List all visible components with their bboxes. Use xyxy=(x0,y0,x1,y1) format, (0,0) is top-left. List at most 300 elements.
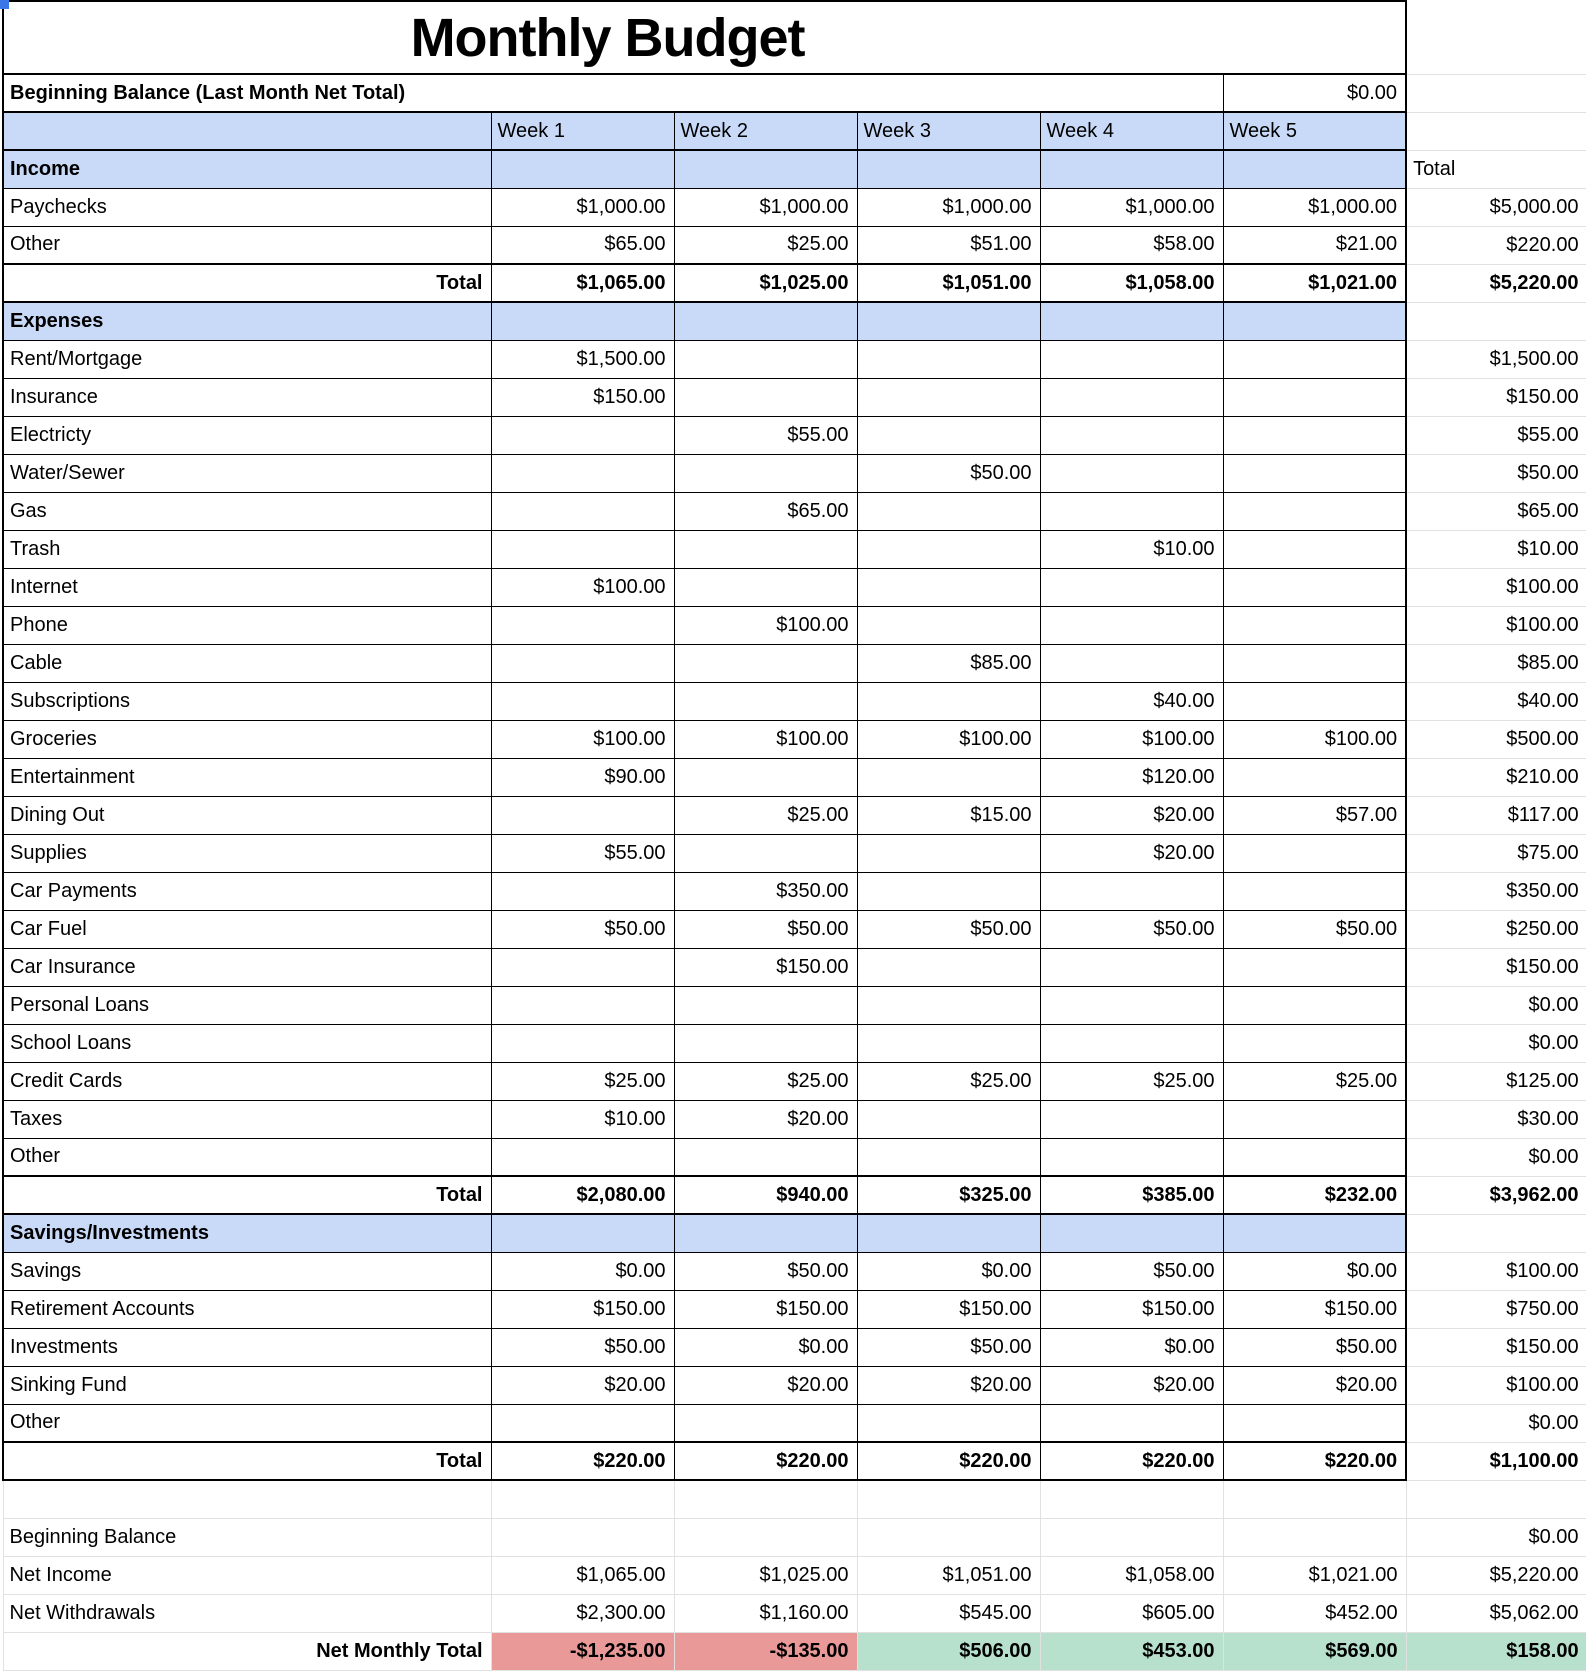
cell-week2[interactable]: $100.00 xyxy=(674,606,857,644)
cell[interactable] xyxy=(674,1480,857,1518)
cell-week1[interactable]: $50.00 xyxy=(491,1328,674,1366)
cell-week5[interactable]: $150.00 xyxy=(1223,1290,1406,1328)
cell[interactable] xyxy=(1223,1480,1406,1518)
cell-week2[interactable]: $1,160.00 xyxy=(674,1594,857,1632)
cell[interactable] xyxy=(674,150,857,188)
row-car-fuel xyxy=(3,910,1586,948)
cell-total[interactable]: $5,062.00 xyxy=(1406,1594,1586,1632)
cell-week2[interactable] xyxy=(674,986,857,1024)
total-row-label[interactable]: Total xyxy=(3,1442,491,1480)
cell-week3[interactable] xyxy=(857,530,1040,568)
cell-week2[interactable]: $65.00 xyxy=(674,492,857,530)
cell-week5[interactable] xyxy=(1223,492,1406,530)
cell[interactable] xyxy=(491,150,674,188)
summary-row-net-income xyxy=(3,1556,1586,1594)
cell-week3[interactable]: $150.00 xyxy=(857,1290,1040,1328)
cell-week4[interactable] xyxy=(1040,1404,1223,1442)
cell-total[interactable]: $750.00 xyxy=(1406,1290,1586,1328)
row-label-other[interactable]: Other xyxy=(3,226,491,264)
cell-week3[interactable]: $220.00 xyxy=(857,1442,1040,1480)
cell-week1[interactable]: $25.00 xyxy=(491,1062,674,1100)
cell[interactable] xyxy=(1040,1214,1223,1252)
cell-week2[interactable]: $350.00 xyxy=(674,872,857,910)
cell-week1[interactable] xyxy=(491,1138,674,1176)
cell-week1[interactable] xyxy=(491,416,674,454)
cell-week2[interactable]: $25.00 xyxy=(674,796,857,834)
cell-week5[interactable]: $452.00 xyxy=(1223,1594,1406,1632)
cell-week1[interactable] xyxy=(491,986,674,1024)
cell[interactable] xyxy=(857,150,1040,188)
cell-week3[interactable]: $51.00 xyxy=(857,226,1040,264)
cell-week4[interactable]: $605.00 xyxy=(1040,1594,1223,1632)
cell-week5[interactable]: $100.00 xyxy=(1223,720,1406,758)
net-monthly-total-label[interactable]: Net Monthly Total xyxy=(3,1632,491,1670)
week-3-header[interactable]: Week 3 xyxy=(857,112,1040,150)
cell-week5[interactable] xyxy=(1223,872,1406,910)
cell-week1[interactable]: $0.00 xyxy=(491,1252,674,1290)
section-title-expenses[interactable]: Expenses xyxy=(3,302,491,340)
cell-week1[interactable] xyxy=(491,454,674,492)
cell-total[interactable]: $65.00 xyxy=(1406,492,1586,530)
cell-week4[interactable] xyxy=(1040,416,1223,454)
cell-week2[interactable] xyxy=(674,682,857,720)
summary-label-net-income[interactable]: Net Income xyxy=(3,1556,491,1594)
week-1-header[interactable]: Week 1 xyxy=(491,112,674,150)
cell-week5[interactable] xyxy=(1223,758,1406,796)
cell-week2[interactable]: $1,025.00 xyxy=(674,264,857,302)
cell[interactable] xyxy=(1406,112,1586,150)
cell-week2[interactable]: $940.00 xyxy=(674,1176,857,1214)
cell-week1[interactable]: $1,000.00 xyxy=(491,188,674,226)
cell-week5[interactable]: $50.00 xyxy=(1223,910,1406,948)
cell-week1[interactable] xyxy=(491,492,674,530)
cell-total[interactable]: $10.00 xyxy=(1406,530,1586,568)
cell-week4[interactable]: $120.00 xyxy=(1040,758,1223,796)
week-4-header[interactable]: Week 4 xyxy=(1040,112,1223,150)
cell-week2[interactable]: $220.00 xyxy=(674,1442,857,1480)
total-row-income xyxy=(3,264,1586,302)
cell-week4[interactable]: $25.00 xyxy=(1040,1062,1223,1100)
cell-week5[interactable] xyxy=(1223,1404,1406,1442)
cell-week3[interactable] xyxy=(857,682,1040,720)
section-title-income[interactable]: Income xyxy=(3,150,491,188)
cell-week3[interactable] xyxy=(857,1518,1040,1556)
cell-week5[interactable]: $21.00 xyxy=(1223,226,1406,264)
section-title-savings-investments[interactable]: Savings/Investments xyxy=(3,1214,491,1252)
row-label-personal-loans[interactable]: Personal Loans xyxy=(3,986,491,1024)
row-label-other[interactable]: Other xyxy=(3,1138,491,1176)
cell-week3[interactable] xyxy=(857,948,1040,986)
row-label-internet[interactable]: Internet xyxy=(3,568,491,606)
cell-week5[interactable]: $57.00 xyxy=(1223,796,1406,834)
cell-week5[interactable] xyxy=(1223,1100,1406,1138)
cell-week2[interactable] xyxy=(674,644,857,682)
cell[interactable] xyxy=(1040,1480,1223,1518)
cell[interactable] xyxy=(1406,302,1586,340)
cell-total[interactable]: $5,220.00 xyxy=(1406,264,1586,302)
cell-week4[interactable]: $40.00 xyxy=(1040,682,1223,720)
row-label-sinking-fund[interactable]: Sinking Fund xyxy=(3,1366,491,1404)
cell[interactable] xyxy=(857,302,1040,340)
summary-label-beginning-balance[interactable]: Beginning Balance xyxy=(3,1518,491,1556)
cell-week5[interactable]: $50.00 xyxy=(1223,1328,1406,1366)
cell-total[interactable]: $30.00 xyxy=(1406,1100,1586,1138)
cell-total[interactable]: $75.00 xyxy=(1406,834,1586,872)
cell-week4[interactable]: $100.00 xyxy=(1040,720,1223,758)
cell-week1[interactable]: $220.00 xyxy=(491,1442,674,1480)
blank-row xyxy=(3,1480,1586,1518)
cell-week5[interactable] xyxy=(1223,834,1406,872)
cell-week1[interactable]: $100.00 xyxy=(491,568,674,606)
cell-week4[interactable] xyxy=(1040,948,1223,986)
cell-week1[interactable]: $1,065.00 xyxy=(491,1556,674,1594)
cell-total[interactable]: $0.00 xyxy=(1406,1024,1586,1062)
cell-week1[interactable] xyxy=(491,1404,674,1442)
cell-week5[interactable] xyxy=(1223,378,1406,416)
cell-week5[interactable] xyxy=(1223,682,1406,720)
cell-week2[interactable] xyxy=(674,1518,857,1556)
cell-week3[interactable] xyxy=(857,416,1040,454)
cell-week2[interactable]: $150.00 xyxy=(674,1290,857,1328)
cell-week4[interactable] xyxy=(1040,872,1223,910)
cell-week3[interactable]: $85.00 xyxy=(857,644,1040,682)
week-header-blank-cell[interactable] xyxy=(3,112,491,150)
cell-week2[interactable] xyxy=(674,1024,857,1062)
cell-week4[interactable]: $50.00 xyxy=(1040,910,1223,948)
cell-week3[interactable]: $50.00 xyxy=(857,454,1040,492)
cell[interactable] xyxy=(1406,1214,1586,1252)
cell-week3[interactable] xyxy=(857,606,1040,644)
total-row-label[interactable]: Total xyxy=(3,264,491,302)
cell-week4[interactable]: $58.00 xyxy=(1040,226,1223,264)
row-label-car-fuel[interactable]: Car Fuel xyxy=(3,910,491,948)
cell-week3[interactable]: $50.00 xyxy=(857,910,1040,948)
cell-week4[interactable] xyxy=(1040,986,1223,1024)
cell[interactable] xyxy=(491,1214,674,1252)
cell-week5[interactable] xyxy=(1223,948,1406,986)
cell-total[interactable]: $5,220.00 xyxy=(1406,1556,1586,1594)
row-car-insurance xyxy=(3,948,1586,986)
row-label-cable[interactable]: Cable xyxy=(3,644,491,682)
title-row xyxy=(3,1,1586,74)
beginning-balance-label[interactable]: Beginning Balance (Last Month Net Total) xyxy=(3,74,1223,112)
cell-week2[interactable] xyxy=(674,454,857,492)
cell-week3[interactable]: $1,051.00 xyxy=(857,264,1040,302)
cell-week5[interactable]: $25.00 xyxy=(1223,1062,1406,1100)
cell-week3[interactable] xyxy=(857,492,1040,530)
total-row-label[interactable]: Total xyxy=(3,1176,491,1214)
cell-week5[interactable] xyxy=(1223,1024,1406,1062)
cell-week3[interactable] xyxy=(857,1138,1040,1176)
cell-total[interactable]: $117.00 xyxy=(1406,796,1586,834)
cell-week2[interactable]: $50.00 xyxy=(674,1252,857,1290)
cell-week3[interactable]: $100.00 xyxy=(857,720,1040,758)
cell-week3[interactable] xyxy=(857,872,1040,910)
cell-week1[interactable]: $55.00 xyxy=(491,834,674,872)
cell-total[interactable]: $3,962.00 xyxy=(1406,1176,1586,1214)
cell-total[interactable]: $0.00 xyxy=(1406,986,1586,1024)
row-label-savings[interactable]: Savings xyxy=(3,1252,491,1290)
cell-week1[interactable]: $150.00 xyxy=(491,1290,674,1328)
cell-week4[interactable] xyxy=(1040,606,1223,644)
row-label-entertainment[interactable]: Entertainment xyxy=(3,758,491,796)
week-2-header[interactable]: Week 2 xyxy=(674,112,857,150)
cell[interactable] xyxy=(1223,1214,1406,1252)
cell-week3[interactable] xyxy=(857,340,1040,378)
cell-week4[interactable]: $0.00 xyxy=(1040,1328,1223,1366)
cell-week4[interactable]: $385.00 xyxy=(1040,1176,1223,1214)
cell-total[interactable]: $55.00 xyxy=(1406,416,1586,454)
row-label-other[interactable]: Other xyxy=(3,1404,491,1442)
page-title[interactable]: Monthly Budget xyxy=(3,1,1406,74)
row-label-phone[interactable]: Phone xyxy=(3,606,491,644)
cell-week1[interactable]: $65.00 xyxy=(491,226,674,264)
beginning-balance-value[interactable]: $0.00 xyxy=(1223,74,1406,112)
cell-week5[interactable] xyxy=(1223,1518,1406,1556)
cell-week2[interactable] xyxy=(674,1138,857,1176)
cell-week4[interactable]: $1,058.00 xyxy=(1040,264,1223,302)
cell[interactable] xyxy=(1040,302,1223,340)
cell-week3[interactable] xyxy=(857,1024,1040,1062)
cell-week5[interactable]: $569.00 xyxy=(1223,1632,1406,1670)
cell-week4[interactable]: $20.00 xyxy=(1040,796,1223,834)
cell[interactable] xyxy=(491,302,674,340)
cell-week5[interactable]: $20.00 xyxy=(1223,1366,1406,1404)
cell-week4[interactable] xyxy=(1040,1138,1223,1176)
cell-week2[interactable] xyxy=(674,340,857,378)
week-5-header[interactable]: Week 5 xyxy=(1223,112,1406,150)
cell-week5[interactable]: $1,000.00 xyxy=(1223,188,1406,226)
cell-total[interactable]: $150.00 xyxy=(1406,1328,1586,1366)
cell[interactable] xyxy=(1223,150,1406,188)
cell-week3[interactable] xyxy=(857,758,1040,796)
cell[interactable] xyxy=(674,1214,857,1252)
cell-week5[interactable] xyxy=(1223,530,1406,568)
cell-week2[interactable]: $20.00 xyxy=(674,1366,857,1404)
cell[interactable] xyxy=(857,1480,1040,1518)
row-label-groceries[interactable]: Groceries xyxy=(3,720,491,758)
cell-total[interactable]: $500.00 xyxy=(1406,720,1586,758)
cell-week3[interactable]: $25.00 xyxy=(857,1062,1040,1100)
cell-week2[interactable] xyxy=(674,568,857,606)
row-label-insurance[interactable]: Insurance xyxy=(3,378,491,416)
cell-week3[interactable] xyxy=(857,568,1040,606)
cell-week2[interactable]: $1,000.00 xyxy=(674,188,857,226)
cell-total[interactable]: $210.00 xyxy=(1406,758,1586,796)
cell-total[interactable]: $1,500.00 xyxy=(1406,340,1586,378)
row-label-paychecks[interactable]: Paychecks xyxy=(3,188,491,226)
cell-week4[interactable] xyxy=(1040,568,1223,606)
cell-week2[interactable]: $1,025.00 xyxy=(674,1556,857,1594)
cell-week3[interactable] xyxy=(857,378,1040,416)
cell-week5[interactable] xyxy=(1223,1138,1406,1176)
cell-week4[interactable] xyxy=(1040,644,1223,682)
cell-total[interactable]: $40.00 xyxy=(1406,682,1586,720)
cell-week1[interactable]: $2,300.00 xyxy=(491,1594,674,1632)
cell-week4[interactable]: $50.00 xyxy=(1040,1252,1223,1290)
cell-week3[interactable] xyxy=(857,986,1040,1024)
cell-week1[interactable] xyxy=(491,1518,674,1556)
row-retirement-accounts xyxy=(3,1290,1586,1328)
cell-total[interactable]: $150.00 xyxy=(1406,948,1586,986)
cell-week2[interactable]: $25.00 xyxy=(674,226,857,264)
cell-total[interactable]: $158.00 xyxy=(1406,1632,1586,1670)
cell-week3[interactable]: $0.00 xyxy=(857,1252,1040,1290)
cell-total[interactable]: $100.00 xyxy=(1406,1366,1586,1404)
row-label-taxes[interactable]: Taxes xyxy=(3,1100,491,1138)
row-label-supplies[interactable]: Supplies xyxy=(3,834,491,872)
cell-week4[interactable] xyxy=(1040,1100,1223,1138)
cell-week2[interactable]: $0.00 xyxy=(674,1328,857,1366)
cell-total[interactable]: $0.00 xyxy=(1406,1404,1586,1442)
cell-week2[interactable]: -$135.00 xyxy=(674,1632,857,1670)
cell-week3[interactable] xyxy=(857,834,1040,872)
cell-week3[interactable]: $506.00 xyxy=(857,1632,1040,1670)
cell-week4[interactable]: $20.00 xyxy=(1040,834,1223,872)
cell-week1[interactable]: $150.00 xyxy=(491,378,674,416)
cell[interactable] xyxy=(1223,302,1406,340)
cell[interactable] xyxy=(1406,1480,1586,1518)
cell-week2[interactable] xyxy=(674,834,857,872)
cell-week1[interactable]: $10.00 xyxy=(491,1100,674,1138)
cell-week2[interactable]: $55.00 xyxy=(674,416,857,454)
cell-week1[interactable]: $1,500.00 xyxy=(491,340,674,378)
cell-week5[interactable]: $232.00 xyxy=(1223,1176,1406,1214)
cell-week4[interactable] xyxy=(1040,1518,1223,1556)
cell-week4[interactable] xyxy=(1040,454,1223,492)
cell-total[interactable]: $1,100.00 xyxy=(1406,1442,1586,1480)
cell-week3[interactable]: $15.00 xyxy=(857,796,1040,834)
cell-week3[interactable]: $1,051.00 xyxy=(857,1556,1040,1594)
cell-week2[interactable]: $50.00 xyxy=(674,910,857,948)
cell-week4[interactable] xyxy=(1040,340,1223,378)
cell-week2[interactable] xyxy=(674,1404,857,1442)
cell-total[interactable]: $100.00 xyxy=(1406,606,1586,644)
cell-week1[interactable]: $20.00 xyxy=(491,1366,674,1404)
cell-week4[interactable]: $150.00 xyxy=(1040,1290,1223,1328)
row-label-trash[interactable]: Trash xyxy=(3,530,491,568)
cell-week1[interactable]: $100.00 xyxy=(491,720,674,758)
cell-week5[interactable] xyxy=(1223,606,1406,644)
cell-week2[interactable]: $150.00 xyxy=(674,948,857,986)
cell-week4[interactable] xyxy=(1040,378,1223,416)
cell[interactable] xyxy=(674,302,857,340)
cell-week3[interactable] xyxy=(857,1100,1040,1138)
cell-week5[interactable] xyxy=(1223,340,1406,378)
cell-total[interactable]: $350.00 xyxy=(1406,872,1586,910)
cell-total[interactable]: $150.00 xyxy=(1406,378,1586,416)
cell-week4[interactable] xyxy=(1040,1024,1223,1062)
cell-week5[interactable]: $1,021.00 xyxy=(1223,264,1406,302)
cell-total[interactable]: $0.00 xyxy=(1406,1518,1586,1556)
cell-week1[interactable]: $50.00 xyxy=(491,910,674,948)
cell-week4[interactable]: $220.00 xyxy=(1040,1442,1223,1480)
row-label-car-insurance[interactable]: Car Insurance xyxy=(3,948,491,986)
cell[interactable] xyxy=(857,1214,1040,1252)
cell-week2[interactable]: $20.00 xyxy=(674,1100,857,1138)
cell[interactable] xyxy=(1040,150,1223,188)
cell-week3[interactable]: $20.00 xyxy=(857,1366,1040,1404)
cell-week2[interactable]: $25.00 xyxy=(674,1062,857,1100)
cell-week1[interactable]: $90.00 xyxy=(491,758,674,796)
cell-week3[interactable]: $1,000.00 xyxy=(857,188,1040,226)
cell-week5[interactable]: $220.00 xyxy=(1223,1442,1406,1480)
row-label-credit-cards[interactable]: Credit Cards xyxy=(3,1062,491,1100)
cell-week1[interactable] xyxy=(491,606,674,644)
summary-label-net-withdrawals[interactable]: Net Withdrawals xyxy=(3,1594,491,1632)
cell-week4[interactable]: $20.00 xyxy=(1040,1366,1223,1404)
row-label-investments[interactable]: Investments xyxy=(3,1328,491,1366)
cell-total[interactable]: $125.00 xyxy=(1406,1062,1586,1100)
cell-week5[interactable] xyxy=(1223,416,1406,454)
cell[interactable] xyxy=(1406,1,1586,74)
cell-week4[interactable]: $453.00 xyxy=(1040,1632,1223,1670)
cell-week3[interactable]: $325.00 xyxy=(857,1176,1040,1214)
cell-total[interactable]: $100.00 xyxy=(1406,1252,1586,1290)
cell-total[interactable]: $50.00 xyxy=(1406,454,1586,492)
total-column-header[interactable]: Total xyxy=(1406,150,1586,188)
cell-week3[interactable]: $50.00 xyxy=(857,1328,1040,1366)
cell-total[interactable]: $100.00 xyxy=(1406,568,1586,606)
row-label-car-payments[interactable]: Car Payments xyxy=(3,872,491,910)
cell-week2[interactable] xyxy=(674,758,857,796)
row-label-gas[interactable]: Gas xyxy=(3,492,491,530)
cell-week1[interactable] xyxy=(491,644,674,682)
cell-week5[interactable]: $1,021.00 xyxy=(1223,1556,1406,1594)
cell-week1[interactable] xyxy=(491,796,674,834)
cell-week1[interactable] xyxy=(491,1024,674,1062)
cell-week1[interactable] xyxy=(491,530,674,568)
cell-week1[interactable]: $1,065.00 xyxy=(491,264,674,302)
cell-week5[interactable] xyxy=(1223,568,1406,606)
cell-week5[interactable] xyxy=(1223,454,1406,492)
row-label-water-sewer[interactable]: Water/Sewer xyxy=(3,454,491,492)
cell[interactable] xyxy=(1406,74,1586,112)
cell-week2[interactable]: $100.00 xyxy=(674,720,857,758)
row-label-subscriptions[interactable]: Subscriptions xyxy=(3,682,491,720)
cell-week2[interactable] xyxy=(674,530,857,568)
cell-week2[interactable] xyxy=(674,378,857,416)
cell-total[interactable]: $5,000.00 xyxy=(1406,188,1586,226)
cell-total[interactable]: $250.00 xyxy=(1406,910,1586,948)
row-label-rent-mortgage[interactable]: Rent/Mortgage xyxy=(3,340,491,378)
cell-week1[interactable] xyxy=(491,872,674,910)
cell-week5[interactable] xyxy=(1223,644,1406,682)
cell-week4[interactable]: $10.00 xyxy=(1040,530,1223,568)
cell-week4[interactable] xyxy=(1040,492,1223,530)
cell[interactable] xyxy=(491,1480,674,1518)
cell-week5[interactable]: $0.00 xyxy=(1223,1252,1406,1290)
cell-week1[interactable] xyxy=(491,682,674,720)
cell-week4[interactable]: $1,058.00 xyxy=(1040,1556,1223,1594)
cell-week4[interactable]: $1,000.00 xyxy=(1040,188,1223,226)
cell-week5[interactable] xyxy=(1223,986,1406,1024)
cell-total[interactable]: $0.00 xyxy=(1406,1138,1586,1176)
cell-total[interactable]: $220.00 xyxy=(1406,226,1586,264)
cell-week1[interactable]: -$1,235.00 xyxy=(491,1632,674,1670)
cell[interactable] xyxy=(3,1480,491,1518)
cell-week3[interactable]: $545.00 xyxy=(857,1594,1040,1632)
row-label-school-loans[interactable]: School Loans xyxy=(3,1024,491,1062)
row-savings xyxy=(3,1252,1586,1290)
row-label-dining-out[interactable]: Dining Out xyxy=(3,796,491,834)
cell-week1[interactable]: $2,080.00 xyxy=(491,1176,674,1214)
cell-week3[interactable] xyxy=(857,1404,1040,1442)
row-label-retirement-accounts[interactable]: Retirement Accounts xyxy=(3,1290,491,1328)
cell-total[interactable]: $85.00 xyxy=(1406,644,1586,682)
cell-week1[interactable] xyxy=(491,948,674,986)
row-label-electricty[interactable]: Electricty xyxy=(3,416,491,454)
